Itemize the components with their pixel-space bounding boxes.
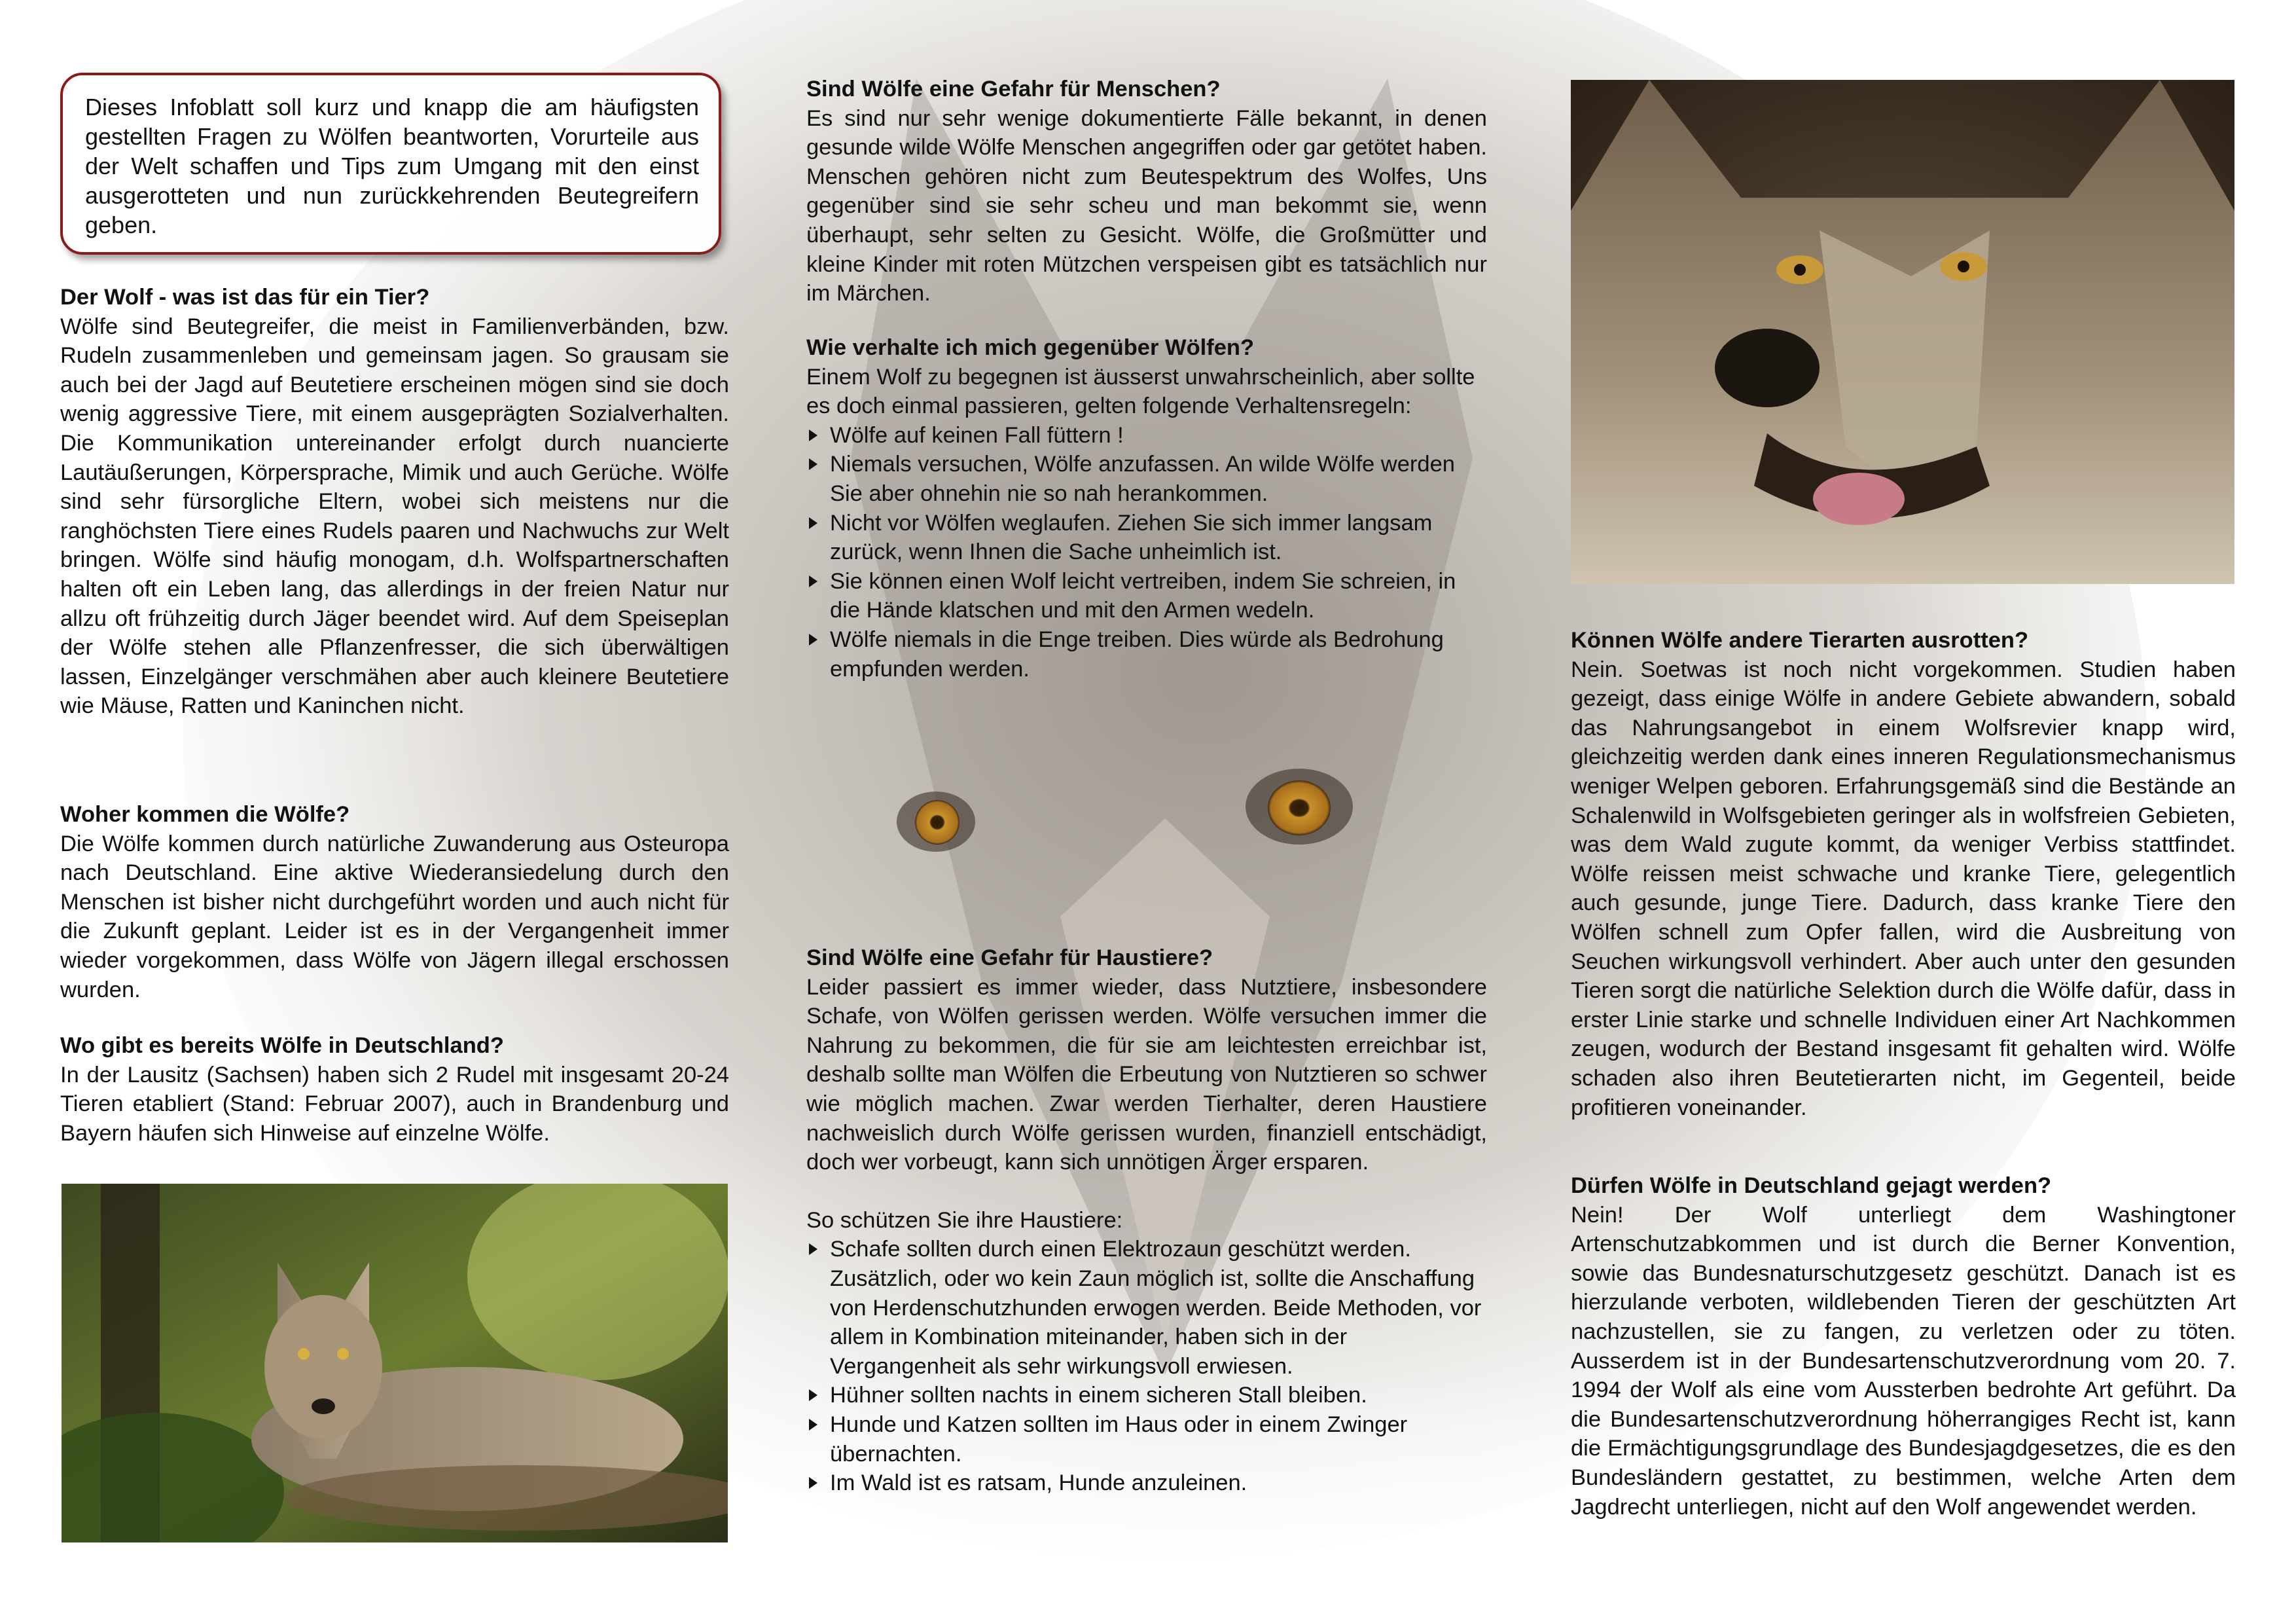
text-origin: Die Wölfe kommen durch natürliche Zuwanderung aus Osteuropa nach Deutschland. Eine aktive Wiederansiedelung durch den Menschen ist bisher nicht durchgeführt worden und auch nicht für die Zukunft geplant. Leider ist es in der Vergangenheit immer wieder vorgekommen, dass Wölfe von Jägern illegal erschossen wurden. <box>60 831 729 1002</box>
text-wolf-animal: Wölfe sind Beutegreifer, die meist in Familienverbänden, bzw. Rudeln zusammenleben und gemeinsam jagen. So grausam sie auch bei der Jagd auf Beutetiere erscheinen mögen sind sie doch wenig aggressive Tiere, mit einem ausgeprägten Sozialverhalten. Die Kommunikation untereinander erfolgt durch nuancierte Lautäußerungen, Körpersprache, Mimik und auch Gerüche. Wölfe sind sehr fürsorgliche Eltern, wobei sich meistens nur die ranghöchsten Tiere eines Rudels paaren und Nachwuchs zur Welt bringen. Wölfe sind häufig monogam, d.h. Wolfspartnerschaften halten oft ein Leben lang, das allerdings in der freien Natur nur allzu oft frühzeitig durch Jäger beendet wird. Auf dem Speiseplan der Wölfe stehen alle Pflanzenfresser, die sich überwältigen lassen, Einzelgänger verschmähen aber auch kleinere Beutetiere wie Mäuse, Ratten und Kaninchen nicht. <box>60 314 729 719</box>
wolf-head-photo <box>1571 80 2234 584</box>
section-behaviour <box>806 333 1487 684</box>
list-item: Wölfe auf keinen Fall füttern ! <box>806 421 1487 450</box>
section-hunting <box>1571 1171 2236 1522</box>
text-protect-intro: So schützen Sie ihre Haustiere: <box>806 1207 1123 1233</box>
heading-extinction: Können Wölfe andere Tierarten ausrotten? <box>1571 628 2029 653</box>
list-item: Wölfe niemals in die Enge treiben. Dies würde als Bedrohung empfunden werden. <box>806 625 1487 684</box>
list-item: Sie können einen Wolf leicht vertreiben, indem Sie schreien, in die Hände klatschen und mit den Armen wedeln. <box>806 567 1487 625</box>
intro-box <box>60 73 721 255</box>
intro-text: Dieses Infoblatt soll kurz und knapp die am häufigsten gestellten Fragen zu Wölfen beantworten, Vorurteile aus der Welt schaffen und Tips zum Umgang mit den einst ausgerotteten und nun zurückkehrenden Beutegreifern geben. <box>85 94 699 238</box>
section-extinction <box>1571 626 2236 1122</box>
text-extinction: Nein. Soetwas ist noch nicht vorgekommen. Studien haben gezeigt, dass einige Wölfe in andere Gebiete abwandern, sobald das Nahrungsangebot in einem Wolfsrevier knapp wird, gleichzeitig werden dank eines inneren Regulationsmechanismus weniger Welpen geboren. Erfahrungsgemäß sind die Bestände an Schalenwild in Wolfsgebieten geringer als in wolfsfreien Gebieten, was dem Wald zugute kommt, da weniger Verbiss stattfindet. Wölfe reissen meist schwache und kranke Tiere, gelegentlich auch gesunde, junge Tiere. Dadurch, dass kranke Tiere den Wölfen schnell zum Opfer fallen, wird die Ausbreitung von Seuchen wirkungsvoll verhindert. Aber auch unter den gesunden Tieren sorgt die natürliche Selektion durch die Wölfe dafür, dass in erster Linie starke und schnelle Individuen einer Art Nachkommen zeugen, wodurch der Bestand insgesamt fit gehalten wird. Wölfe schaden also ihren Beutetierarten nicht, im Gegenteil, beide profitieren voneinander. <box>1571 657 2236 1120</box>
text-where: In der Lausitz (Sachsen) haben sich 2 Rudel mit insgesamt 20-24 Tieren etabliert (Stand: Februar 2007), auch in Brandenburg und Bayern häufen sich Hinweise auf einzelne Wölfe. <box>60 1062 729 1146</box>
behaviour-rules-list <box>806 421 1487 684</box>
text-danger-pets: Leider passiert es immer wieder, dass Nutztiere, insbesondere Schafe, von Wölfen gerissen werden. Wölfe versuchen immer die Nahrung zu bekommen, die für sie am leichtesten erreichbar ist, deshalb sollte man Wölfen die Erbeutung von Nutztieren so schwer wie möglich machen. Zwar werden Tierhalter, deren Haustiere nachweislich durch Wölfe gerissen wurden, finanziell entschädigt, doch wer vorbeugt, kann sich unnötigen Ärger ersparen. <box>806 974 1487 1175</box>
section-where <box>60 1031 729 1148</box>
text-behaviour-intro: Einem Wolf zu begegnen ist äusserst unwahrscheinlich, aber sollte es doch einmal passieren, gelten folgende Verhaltensregeln: <box>806 364 1475 419</box>
section-danger-humans <box>806 75 1487 308</box>
lying-wolf-photo <box>62 1184 728 1542</box>
list-item: Niemals versuchen, Wölfe anzufassen. An wilde Wölfe werden Sie aber ohnehin nie so nah herankommen. <box>806 450 1487 508</box>
text-danger-humans: Es sind nur sehr wenige dokumentierte Fälle bekannt, in denen gesunde wilde Wölfe Menschen angegriffen oder gar getötet haben. Menschen gehören nicht zum Beutespektrum des Wolfes, Uns gegenüber sind sie sehr scheu und man bekommt sie, wenn überhaupt, sehr selten zu Gesicht. Wölfe, die Großmütter und kleine Kinder mit roten Mützchen verspeisen gibt es tatsächlich nur im Märchen. <box>806 105 1487 306</box>
list-item: Schafe sollten durch einen Elektrozaun geschützt werden. Zusätzlich, oder wo kein Zaun möglich ist, sollte die Anschaffung von Herdenschutzhunden erwogen werden. Beide Methoden, vor allem in Kombination miteinander, haben sich in der Vergangenheit als sehr wirkungsvoll erwiesen. <box>806 1235 1487 1381</box>
list-item: Hunde und Katzen sollten im Haus oder in einem Zwinger übernachten. <box>806 1410 1487 1468</box>
heading-where: Wo gibt es bereits Wölfe in Deutschland? <box>60 1033 504 1058</box>
heading-behaviour: Wie verhalte ich mich gegenüber Wölfen? <box>806 335 1255 360</box>
heading-origin: Woher kommen die Wölfe? <box>60 802 350 827</box>
heading-danger-humans: Sind Wölfe eine Gefahr für Menschen? <box>806 77 1221 101</box>
section-danger-pets <box>806 943 1487 1498</box>
protect-pets-list <box>806 1235 1487 1497</box>
list-item: Hühner sollten nachts in einem sicheren Stall bleiben. <box>806 1381 1487 1410</box>
heading-danger-pets: Sind Wölfe eine Gefahr für Haustiere? <box>806 945 1213 970</box>
section-origin <box>60 800 729 1004</box>
text-hunting: Nein! Der Wolf unterliegt dem Washingtoner Artenschutzabkommen und ist durch die Berner Konvention, sowie das Bundesnaturschutzgesetz geschützt. Danach ist es hierzulande verboten, wildlebenden Tieren der geschützten Art nachzustellen, sie zu fangen, zu verletzen oder zu töten. Ausserdem ist in der Bundesartenschutzverordnung vom 20. 7. 1994 der Wolf als eine vom Aussterben bedrohte Art geführt. Da die Bundesartenschutzverordnung höherrangiges Recht ist, kann die Ermächtigungsgrundlage des Bundesjagdgesetzes, die es den Bundesländern gestattet, zu bestimmen, welche Arten dem Jagdrecht unterliegen, nicht auf den Wolf angewendet werden. <box>1571 1202 2236 1520</box>
heading-wolf-animal: Der Wolf - was ist das für ein Tier? <box>60 285 430 310</box>
section-wolf-animal <box>60 283 729 721</box>
list-item: Nicht vor Wölfen weglaufen. Ziehen Sie sich immer langsam zurück, wenn Ihnen die Sache unheimlich ist. <box>806 509 1487 567</box>
list-item: Im Wald ist es ratsam, Hunde anzuleinen. <box>806 1468 1487 1498</box>
heading-hunting: Dürfen Wölfe in Deutschland gejagt werden? <box>1571 1173 2052 1198</box>
